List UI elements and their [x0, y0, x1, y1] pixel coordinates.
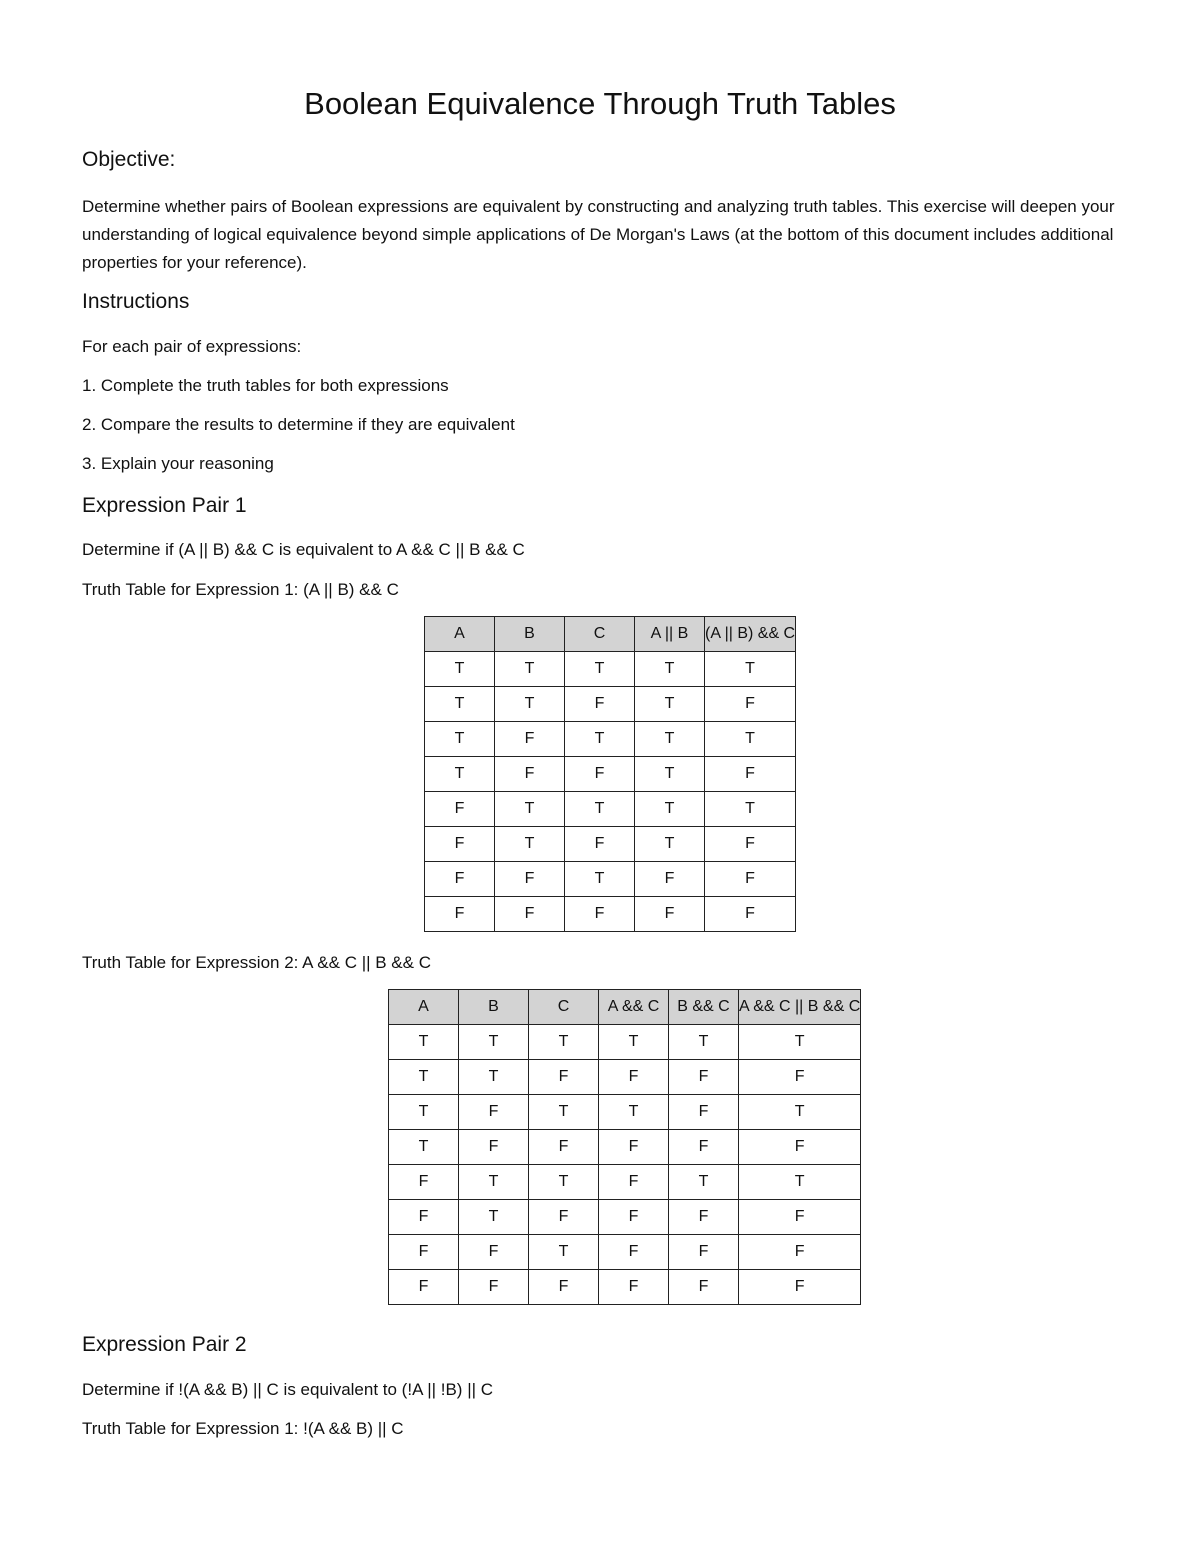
column-header: (A || B) && C: [705, 617, 796, 652]
table-cell: F: [739, 1270, 861, 1305]
pair1-truth-table-1: [424, 616, 796, 932]
pair1-truth-table-2: [388, 989, 861, 1305]
table-cell: T: [389, 1095, 459, 1130]
table-row: [425, 652, 796, 687]
table-cell: F: [739, 1130, 861, 1165]
table-cell: T: [565, 722, 635, 757]
column-header: A || B: [635, 617, 705, 652]
table-cell: F: [705, 687, 796, 722]
table-cell: T: [529, 1235, 599, 1270]
table-cell: T: [495, 792, 565, 827]
table-cell: F: [705, 757, 796, 792]
table-cell: T: [739, 1025, 861, 1060]
table-cell: F: [459, 1235, 529, 1270]
table-row: [389, 1165, 861, 1200]
table-cell: F: [739, 1200, 861, 1235]
column-header: A && C: [599, 990, 669, 1025]
table-cell: F: [669, 1095, 739, 1130]
column-header: A && C || B && C: [739, 990, 861, 1025]
table-cell: T: [459, 1200, 529, 1235]
pair1-table1-label: Truth Table for Expression 1: (A || B) && C: [82, 580, 399, 599]
table-cell: F: [565, 897, 635, 932]
instruction-step-2: 2. Compare the results to determine if they are equivalent: [82, 415, 515, 434]
instruction-step-3: 3. Explain your reasoning: [82, 454, 274, 473]
table-cell: T: [635, 722, 705, 757]
table-cell: T: [635, 827, 705, 862]
column-header: B: [495, 617, 565, 652]
column-header: B: [459, 990, 529, 1025]
column-header: C: [529, 990, 599, 1025]
table-row: [425, 827, 796, 862]
table-cell: F: [599, 1235, 669, 1270]
table-cell: F: [705, 862, 796, 897]
table-cell: T: [425, 722, 495, 757]
pair2-table1-label: Truth Table for Expression 1: !(A && B) || C: [82, 1419, 404, 1438]
table-cell: F: [389, 1200, 459, 1235]
pair2-question: Determine if !(A && B) || C is equivalent to (!A || !B) || C: [82, 1380, 494, 1399]
table-cell: T: [705, 722, 796, 757]
column-header: A: [425, 617, 495, 652]
table-row: [389, 1200, 861, 1235]
table-row: [425, 722, 796, 757]
table-cell: T: [529, 1165, 599, 1200]
table-row: [389, 1235, 861, 1270]
table-cell: F: [565, 827, 635, 862]
table-cell: T: [495, 827, 565, 862]
table-row: [425, 862, 796, 897]
pair1-table2-label: Truth Table for Expression 2: A && C || B && C: [82, 953, 431, 972]
table-cell: T: [425, 687, 495, 722]
table-cell: T: [565, 792, 635, 827]
table-cell: F: [495, 722, 565, 757]
table-cell: F: [739, 1060, 861, 1095]
table-cell: T: [389, 1060, 459, 1095]
table-cell: T: [669, 1025, 739, 1060]
instructions-heading: Instructions: [82, 290, 190, 313]
table-cell: F: [529, 1130, 599, 1165]
table-cell: F: [425, 862, 495, 897]
table-cell: T: [705, 792, 796, 827]
table-cell: F: [459, 1270, 529, 1305]
table-cell: F: [599, 1060, 669, 1095]
table-cell: F: [529, 1200, 599, 1235]
instructions-intro: For each pair of expressions:: [82, 337, 302, 356]
table-row: [389, 1130, 861, 1165]
table-cell: F: [495, 897, 565, 932]
table-cell: F: [705, 827, 796, 862]
table-cell: T: [635, 687, 705, 722]
table-cell: F: [599, 1270, 669, 1305]
table-cell: T: [599, 1025, 669, 1060]
table-cell: F: [389, 1270, 459, 1305]
table-cell: F: [635, 897, 705, 932]
table-row: [389, 1025, 861, 1060]
table-cell: F: [669, 1200, 739, 1235]
table-cell: T: [529, 1025, 599, 1060]
table-cell: T: [389, 1025, 459, 1060]
table-cell: T: [389, 1130, 459, 1165]
table-cell: F: [495, 862, 565, 897]
table-row: [425, 757, 796, 792]
table-cell: F: [635, 862, 705, 897]
table-row: [389, 1060, 861, 1095]
table-cell: F: [705, 897, 796, 932]
table-cell: T: [495, 652, 565, 687]
objective-text: Determine whether pairs of Boolean expressions are equivalent by constructing and analyzing truth tables. This exercise will deepen your understanding of logical equivalence beyond simple applications of De Morgan's Laws (at the bottom of this document includes additional properties for your reference).: [82, 197, 1115, 272]
table-cell: T: [565, 652, 635, 687]
table-cell: T: [635, 792, 705, 827]
table-cell: F: [565, 687, 635, 722]
table-cell: T: [599, 1095, 669, 1130]
table-cell: T: [425, 757, 495, 792]
table-row: [425, 897, 796, 932]
table-cell: F: [669, 1130, 739, 1165]
table-cell: T: [705, 652, 796, 687]
table-cell: F: [425, 827, 495, 862]
table-cell: F: [495, 757, 565, 792]
table-row: [425, 792, 796, 827]
table-cell: F: [389, 1165, 459, 1200]
table-cell: F: [459, 1095, 529, 1130]
table-cell: T: [635, 757, 705, 792]
table-cell: F: [599, 1200, 669, 1235]
table-cell: F: [669, 1060, 739, 1095]
table-cell: F: [739, 1235, 861, 1270]
table-cell: T: [565, 862, 635, 897]
table-cell: F: [669, 1270, 739, 1305]
table-cell: T: [425, 652, 495, 687]
table-cell: F: [599, 1130, 669, 1165]
table-cell: F: [669, 1235, 739, 1270]
instruction-step-1: 1. Complete the truth tables for both expressions: [82, 376, 449, 395]
table-cell: F: [565, 757, 635, 792]
page-title: Boolean Equivalence Through Truth Tables: [304, 86, 896, 121]
table-cell: F: [425, 897, 495, 932]
table-cell: F: [599, 1165, 669, 1200]
column-header: A: [389, 990, 459, 1025]
column-header: B && C: [669, 990, 739, 1025]
table-row: [425, 687, 796, 722]
table-cell: T: [459, 1060, 529, 1095]
table-cell: T: [669, 1165, 739, 1200]
table-row: [389, 1270, 861, 1305]
table-cell: F: [529, 1270, 599, 1305]
column-header: C: [565, 617, 635, 652]
table-cell: T: [459, 1165, 529, 1200]
table-cell: T: [529, 1095, 599, 1130]
table-cell: T: [495, 687, 565, 722]
table-cell: T: [635, 652, 705, 687]
table-cell: T: [459, 1025, 529, 1060]
table-row: [389, 1095, 861, 1130]
table-cell: T: [739, 1165, 861, 1200]
table-cell: F: [529, 1060, 599, 1095]
pair2-heading: Expression Pair 2: [82, 1333, 247, 1356]
objective-heading: Objective:: [82, 148, 176, 171]
pair1-question: Determine if (A || B) && C is equivalent to A && C || B && C: [82, 540, 525, 559]
table-cell: T: [739, 1095, 861, 1130]
table-cell: F: [425, 792, 495, 827]
table-cell: F: [389, 1235, 459, 1270]
table-cell: F: [459, 1130, 529, 1165]
pair1-heading: Expression Pair 1: [82, 494, 247, 517]
